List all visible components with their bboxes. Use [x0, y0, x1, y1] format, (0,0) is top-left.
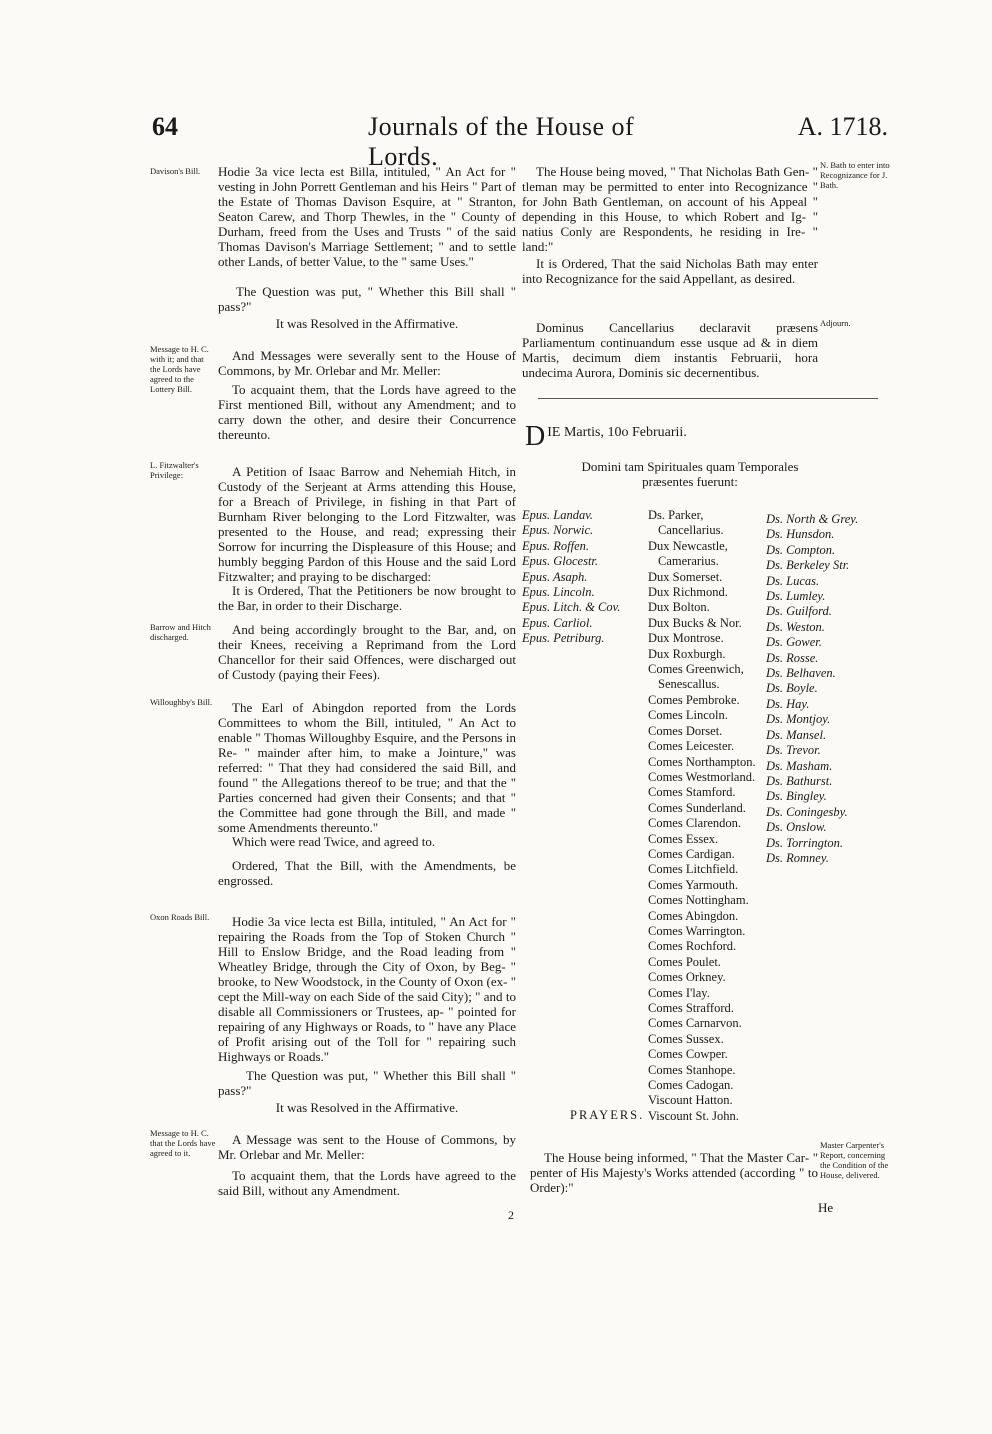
- oxon-bill-text: Hodie 3a vice lecta est Billa, intituled, " An Act for " repairing the Roads from the Top of Stoken Church " Hill to Enslow Bridge, and the Road leading from " Wheatley Bridge, through the City of Oxon, by Beg- " brooke, to New Woodstock, in the County of Oxon (ex- " cept the Mill-way on each Side of the said City); " and to disable all Commissioners or Trustees, ap- " pointed for repairing of any Highways or Roads, to " have any Place of Profit arising out of the Toll for " repairing such Highways or Roads.": [218, 914, 516, 1064]
- baron-entry: Ds. Guilford.: [766, 604, 832, 619]
- barons-list: [766, 512, 858, 866]
- bishop-entry: Epus. Roffen.: [522, 538, 590, 553]
- prayers-heading: PRAYERS.: [570, 1108, 645, 1122]
- peer-entry: Comes I'lay.: [648, 985, 710, 1000]
- peer-entry: Dux Newcastle,: [648, 538, 728, 553]
- dukes-earls-list: [648, 508, 756, 1124]
- die-heading: [525, 421, 885, 452]
- peer-entry: Dux Montrose.: [648, 631, 724, 646]
- adjourn-text: Dominus Cancellarius declaravit præsens Parliamentum continuandum esse usque ad & in diem Martis, decimum diem instantis Februarii, hora undecima Aurora, Dominis sic decernentibus.: [522, 320, 818, 380]
- peer-entry: Comes Orkney.: [648, 970, 726, 985]
- peer-entry: Comes Stamford.: [648, 785, 736, 800]
- bishop-entry: Epus. Asaph.: [522, 569, 588, 584]
- peer-entry: Comes Warrington.: [648, 923, 746, 938]
- bishop-entry: Epus. Norwic.: [522, 523, 594, 538]
- margin-note-carpenter: Master Carpenter's Report, concerning the Condition of the House, delivered.: [820, 1140, 889, 1180]
- section-divider: [538, 398, 878, 399]
- peer-entry: Comes Litchfield.: [648, 862, 739, 877]
- peer-entry: Viscount Hatton.: [648, 1093, 733, 1108]
- baron-entry: Ds. Belhaven.: [766, 666, 836, 681]
- bishops-list: [522, 508, 620, 647]
- bishop-entry: Epus. Carliol.: [522, 615, 593, 630]
- bath-motion: The House being moved, " That Nicholas Bath Gen- " tleman may be permitted to enter into Recognizance " for John Bath Gentleman, on account of his Appeal " depending in this House, to which Robert and Ig- " natius Conly are Respondents, he residing in Ire- " land:": [522, 164, 818, 254]
- baron-entry: Ds. Bathurst.: [766, 773, 833, 788]
- baron-entry: Ds. Gower.: [766, 635, 822, 650]
- bishop-entry: Epus. Litch. & Cov.: [522, 600, 621, 615]
- baron-entry: Ds. Coningesby.: [766, 804, 848, 819]
- peer-entry: Viscount St. John.: [648, 1108, 739, 1123]
- peer-entry: Comes Stanhope.: [648, 1062, 736, 1077]
- baron-entry: Ds. Romney.: [766, 850, 829, 865]
- margin-note-fitzwalter: L. Fitzwalter's Privilege:: [150, 460, 199, 480]
- fitzwalter-petition: A Petition of Isaac Barrow and Nehemiah Hitch, in Custody of the Serjeant at Arms attending this House, for a Breach of Privilege, in fishing in that Part of Burnham River belonging to the Lord Fitzwalter, was presented to the House, and read; expressing their Sorrow for incurring the Displeasure of this House; and humbly begging Pardon of this House and the said Lord Fitzwalter; and praying to be discharged:: [218, 464, 516, 584]
- margin-note-bath: N. Bath to enter into Recognizance for J. Bath.: [820, 160, 890, 190]
- willoughby-report: The Earl of Abingdon reported from the Lords Committees to whom the Bill, intituled, " An Act to enable " Thomas Willoughby Esquire, and the Persons in Re- " mainder after him, to make a Jointure," was referred: " That they had considered the said Bill, and found " the Allegations thereof to be true; and that the " Parties concerned had given their Consents; and that " the Committee had gone through the Bill, and made " some Amendments thereunto.": [218, 700, 516, 835]
- peer-entry: Comes Cadogan.: [648, 1078, 734, 1093]
- baron-entry: Ds. Weston.: [766, 619, 825, 634]
- davison-question: The Question was put, " Whether this Bill shall " pass?": [218, 284, 516, 314]
- catchword: He: [818, 1200, 834, 1215]
- willoughby-read: Which were read Twice, and agreed to.: [232, 834, 436, 849]
- peer-entry: Dux Bucks & Nor.: [648, 615, 742, 630]
- page-year: A. 1718.: [797, 112, 888, 141]
- bishop-entry: Epus. Landav.: [522, 508, 593, 522]
- baron-entry: Ds. Mansel.: [766, 727, 827, 742]
- bishop-entry: Epus. Lincoln.: [522, 585, 595, 600]
- margin-note-message2: Message to H. C. that the Lords have agreed to it.: [150, 1128, 216, 1158]
- peer-entry: Comes Carnarvon.: [648, 1016, 742, 1031]
- baron-entry: Ds. Montjoy.: [766, 712, 831, 727]
- peer-entry: Comes Dorset.: [648, 723, 723, 738]
- peer-entry: Comes Lincoln.: [648, 708, 728, 723]
- margin-note-willoughby: Willoughby's Bill.: [150, 697, 213, 707]
- peer-entry: Dux Bolton.: [648, 600, 710, 615]
- peer-entry: Comes Essex.: [648, 831, 719, 846]
- peer-entry: Comes Sussex.: [648, 1031, 724, 1046]
- bishop-entry: Epus. Petriburg.: [522, 631, 605, 646]
- margin-note-barrow: Barrow and Hitch discharged.: [150, 622, 211, 642]
- peer-entry: Dux Richmond.: [648, 585, 728, 600]
- peer-entry: Dux Somerset.: [648, 569, 723, 584]
- peer-entry: Comes Abingdon.: [648, 908, 739, 923]
- die-heading-text: IE Martis, 10o Februarii.: [547, 425, 687, 440]
- peer-entry: Comes Leicester.: [648, 739, 735, 754]
- barrow-discharged-text: And being accordingly brought to the Bar, and, on their Knees, receiving a Reprimand from the Lord Chancellor for their said Offences, were discharged out of Custody (paying their Fees).: [218, 622, 516, 682]
- peer-entry: Comes Rochford.: [648, 939, 737, 954]
- baron-entry: Ds. Bingley.: [766, 789, 827, 804]
- peer-entry: Comes Westmorland.: [648, 769, 756, 784]
- peer-entry: Comes Clarendon.: [648, 816, 742, 831]
- peer-entry: Comes Greenwich,: [648, 662, 744, 677]
- message1-acquaint: To acquaint them, that the Lords have agreed to the First mentioned Bill, without any Amendment; and to carry down the other, and desire their Concurrence thereunto.: [218, 382, 516, 442]
- baron-entry: Ds. Boyle.: [766, 681, 818, 696]
- peer-entry: Comes Pembroke.: [648, 692, 740, 707]
- peer-entry: Comes Northampton.: [648, 754, 756, 769]
- peer-entry: Comes Strafford.: [648, 1001, 734, 1015]
- page-number: 64: [152, 112, 178, 141]
- baron-entry: Ds. Hay.: [766, 696, 810, 711]
- peer-entry: Comes Nottingham.: [648, 893, 749, 908]
- margin-note-davison: Davison's Bill.: [150, 166, 201, 176]
- peer-entry: Senescallus.: [658, 677, 720, 692]
- peer-entry: Comes Yarmouth.: [648, 877, 738, 892]
- baron-entry: Ds. North & Grey.: [766, 512, 859, 526]
- baron-entry: Ds. Masham.: [766, 758, 833, 773]
- baron-entry: Ds. Hunsdon.: [766, 527, 835, 542]
- baron-entry: Ds. Lucas.: [766, 573, 820, 588]
- signature-mark: 2: [508, 1208, 514, 1222]
- peer-entry: Comes Sunderland.: [648, 800, 746, 815]
- baron-entry: Ds. Berkeley Str.: [766, 558, 850, 573]
- baron-entry: Ds. Torrington.: [766, 835, 843, 850]
- bath-ordered: It is Ordered, That the said Nicholas Bath may enter into Recognizance for the said Appellant, as desired.: [522, 256, 818, 286]
- baron-entry: Ds. Compton.: [766, 542, 836, 557]
- baron-entry: Ds. Lumley.: [766, 589, 826, 604]
- page-title: Journals of the House of Lords.: [368, 112, 635, 171]
- baron-entry: Ds. Onslow.: [766, 820, 827, 835]
- bishop-entry: Epus. Glocestr.: [522, 554, 599, 569]
- message2-text: A Message was sent to the House of Commons, by Mr. Orlebar and Mr. Meller:: [218, 1132, 516, 1162]
- peer-entry: Camerarius.: [658, 554, 719, 569]
- peer-entry: Comes Poulet.: [648, 954, 721, 969]
- message2-acquaint: To acquaint them, that the Lords have agreed to the said Bill, without any Amendment.: [218, 1168, 516, 1198]
- domini-present: Domini tam Spirituales quam Temporales præsentes fuerunt:: [581, 459, 799, 489]
- peer-entry: Cancellarius.: [658, 523, 724, 538]
- margin-note-message1: Message to H. C. with it; and that the Lords have agreed to the Lottery Bill.: [150, 344, 209, 394]
- davison-bill-text: Hodie 3a vice lecta est Billa, intituled, " An Act for " vesting in John Porrett Gentleman and his Heirs " Part of the Estate of Thomas Davison Esquire, at " Stranton, Seaton Carew, and Thorp Thewles, in the " County of Durham, freed from the Uses and Trusts " of the said Thomas Davison's Marriage Settlement; " and to settle other Lands, of better Value, to the " same Uses.": [218, 164, 516, 269]
- davison-resolved: It was Resolved in the Affirmative.: [275, 316, 459, 331]
- willoughby-ordered: Ordered, That the Bill, with the Amendments, be engrossed.: [218, 858, 516, 888]
- peer-entry: Dux Roxburgh.: [648, 646, 726, 661]
- peer-entry: Ds. Parker,: [648, 508, 704, 522]
- message1-text: And Messages were severally sent to the House of Commons, by Mr. Orlebar and Mr. Meller:: [218, 348, 516, 378]
- peer-entry: Comes Cowper.: [648, 1047, 728, 1062]
- oxon-resolved: It was Resolved in the Affirmative.: [275, 1100, 459, 1115]
- peer-entry: Comes Cardigan.: [648, 846, 735, 861]
- die-dropcap: D: [525, 421, 546, 452]
- carpenter-text: The House being informed, " That the Master Car- " penter of His Majesty's Works attended (according " to Order):": [530, 1150, 818, 1195]
- margin-note-adjourn: Adjourn.: [820, 318, 851, 328]
- oxon-question: The Question was put, " Whether this Bill shall " pass?": [218, 1068, 516, 1098]
- fitzwalter-ordered: It is Ordered, That the Petitioners be now brought to the Bar, in order to their Discharge.: [218, 583, 516, 613]
- baron-entry: Ds. Rosse.: [766, 650, 819, 665]
- margin-note-oxon: Oxon Roads Bill.: [150, 912, 210, 922]
- baron-entry: Ds. Trevor.: [766, 743, 821, 758]
